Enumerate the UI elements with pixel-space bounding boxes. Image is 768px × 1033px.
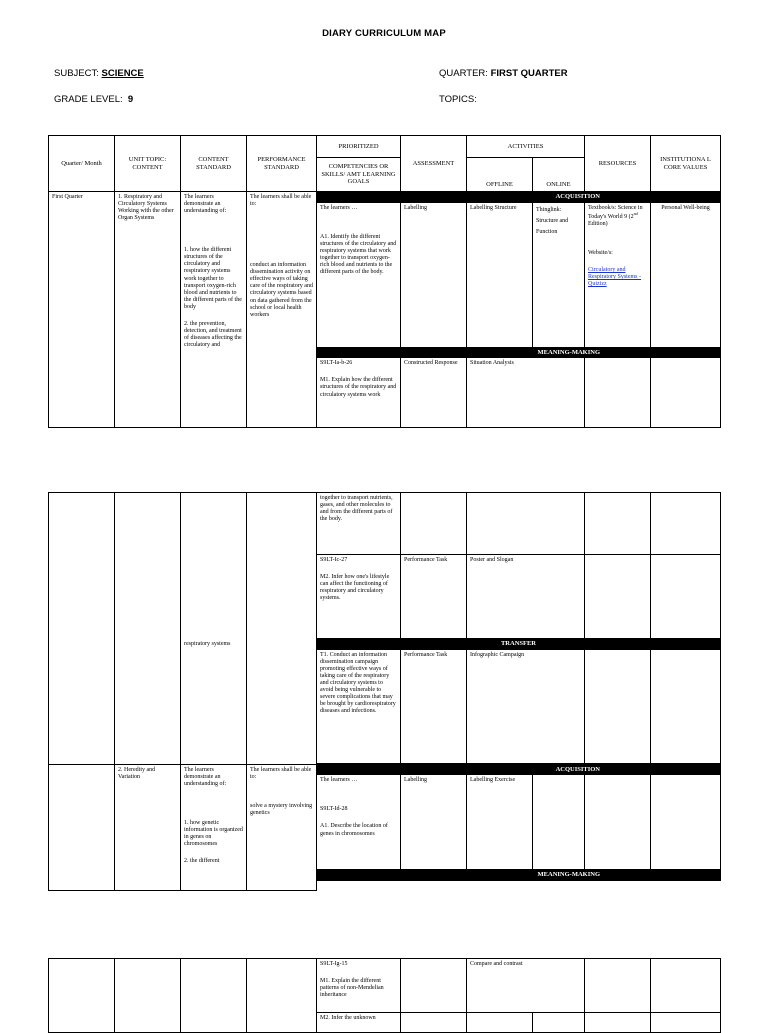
cell-empty-e [585,555,651,639]
cell-content-3 [181,959,247,1033]
competency-2-code: S9LT-Id-28 [320,806,348,813]
header-competencies: COMPETENCIES OR SKILLS/ AMT LEARNING GOALS [317,158,401,192]
cell-empty-g [585,649,651,763]
cell-resources-2 [585,775,651,870]
content-standard-tail: respiratory systems [184,641,231,647]
cell-offline-a: Labelling Structure [467,202,533,347]
cell-offline-3: Compare and contrast [467,959,585,1013]
cell-values-3 [651,959,721,1013]
competency-code: S9LT-Ia-b-26 [320,360,353,367]
band-acquisition: ACQUISITION [317,192,721,203]
cell-empty-resources-m1 [585,358,651,428]
content-standard-2-item-2: 2. the different [184,858,220,865]
content-standard-item-2: 2. the prevention, detection, and treatment of diseases affecting the circulatory and [184,320,242,349]
cell-content-cont [181,493,247,765]
cell-unit-topic: 1. Respiratory and Circulatory Systems Working with the other Organ Systems [115,192,181,428]
cell-values-3b [651,1013,721,1033]
competency-m1: M1. Explain how the different structures of the respiratory and circulatory systems work [320,377,397,398]
competency-3-code: S9LT-Ig-15 [320,961,348,967]
band-meaning-making: MEANING-MAKING [317,347,721,358]
cell-performance-cont [247,493,317,765]
cell-empty-d [651,493,721,555]
header-assessment: ASSESSMENT [401,136,467,192]
cell-values-2 [651,775,721,870]
cell-assessment-m2: Performance Task [401,555,467,639]
competency-intro: The learners … [320,204,358,211]
band-transfer: TRANSFER [317,639,721,650]
subject-field [54,68,144,79]
quarter-label: QUARTER: [439,68,488,79]
header-activities: ACTIVITIES [467,136,585,158]
competency-m2: M2. Infer how one's lifestyle can affect the functioning of respiratory and circulatory systems. [320,574,390,602]
header-quarter-month: Quarter/ Month [49,136,115,192]
content-standard-item-1: 1. how the different structures of the circulatory and respiratory systems work together to transport oxygen-rich blood and nutrients to the different parts of the body [184,247,242,310]
curriculum-table-part-3 [48,958,721,1033]
band-acquisition-2: ACQUISITION [317,764,721,775]
cell-assessment-a: Labelling [401,202,467,347]
curriculum-table-part-2 [48,492,721,891]
cell-competency-a [317,202,401,347]
cell-resources-3b [585,1013,651,1033]
header-content-standard: CONTENT STANDARD [181,136,247,192]
cell-assessment-t1: Performance Task [401,649,467,763]
topics-field [439,94,477,105]
competency-3-m1: M1. Explain the different patterns of non-Mendelian inheritance [320,978,384,999]
cell-empty-f [651,555,721,639]
cell-empty-values-m1 [651,358,721,428]
competency-code-27: S9LT-Ic-27 [320,557,348,563]
header-unit-topic: UNIT TOPIC: CONTENT [115,136,181,192]
cell-assessment-3b [401,1013,467,1033]
cell-trailing-spacer [317,880,721,890]
curriculum-table-part-1 [48,135,721,428]
cell-competency-3-m2: M2. Infer the unknown [317,1013,401,1033]
header-online: ONLINE [533,158,585,192]
header-offline: OFFLINE [467,158,533,192]
cell-resources-3 [585,959,651,1013]
subject-label: SUBJECT: [54,68,99,79]
band-meaning-making-2: MEANING-MAKING [317,870,721,881]
grade-label: GRADE LEVEL: [54,94,123,105]
cell-competency-t1: T1. Conduct an information dissemination campaign promoting effective ways of taking care of the respiratory and circulatory systems to avoid being vulnerable to severe complications that may be brought by cardiorespiratory diseases and infections. [317,649,401,763]
cell-competency-m1 [317,358,401,428]
cell-offline-m2: Poster and Slogan [467,555,585,639]
cell-competency-2 [317,775,401,870]
content-standard-2-intro: The learners demonstrate an understanding of: [184,766,227,787]
header-prioritized: PRIORITIZED [317,136,401,158]
performance-standard-text: conduct an information dissemination activity on effective ways of taking care of the respiratory and circulatory systems based on data gathered from the school or local health workers [250,262,313,318]
cell-assessment-2: Labelling [401,775,467,870]
cell-performance-3 [247,959,317,1033]
performance-standard-intro: The learners shall be able to: [250,194,312,208]
cell-offline-m1: Situation Analysis [467,358,585,428]
resources-edition: Edition) [588,220,608,227]
cell-empty-h [651,649,721,763]
resources-website-link[interactable]: Circulatory and Respiratory Systems - Quizizz [588,266,641,288]
topics-label: TOPICS: [439,94,477,105]
resources-superscript: nd [633,210,638,216]
header-resources: RESOURCES [585,136,651,192]
competency-a1: A1. Identify the different structures of the circulatory and respiratory systems that work together to transport oxygen-rich blood and nutrients to the different parts of the body. [320,233,397,276]
cell-assessment-m1: Constructed Response [401,358,467,428]
grade-field [54,94,133,105]
cell-resources [585,202,651,347]
cell-online-3b [533,1013,585,1033]
cell-performance-standard [247,192,317,428]
cell-empty-c [585,493,651,555]
content-standard-intro: The learners demonstrate an understanding of: [184,194,227,215]
grade-value: 9 [127,94,134,105]
resources-textbook: Textbook/s: Science in Today's World 9 (2 [588,204,643,220]
cell-quarter-2 [49,764,115,890]
resources-website-label: Website/s: [588,249,613,256]
cell-online-2 [533,775,585,870]
cell-unit-cont [115,493,181,765]
quarter-field [439,68,568,79]
cell-performance-standard-2 [247,764,317,890]
competency-2-a1: A1. Describe the location of genes in chromosomes [320,823,388,837]
cell-empty-b [467,493,585,555]
cell-online-a: Thinglink: Structure and Function [533,202,585,347]
cell-offline-t1: Infographic Campaign [467,649,585,763]
header-performance-standard: PERFORMANCE STANDARD [247,136,317,192]
document-title: DIARY CURRICULUM MAP [322,28,446,39]
content-standard-2-item-1: 1. how genetic information is organized in genes on chromosomes [184,819,243,848]
cell-unit-topic-2: 2. Heredity and Variation [115,764,181,890]
header-core-values: INSTITUTIONA L CORE VALUES [651,136,721,192]
competency-2-intro: The learners … [320,777,358,784]
cell-content-standard-2 [181,764,247,890]
cell-offline-2: Labelling Exercise [467,775,533,870]
cell-competency-m2 [317,555,401,639]
cell-quarter-cont [49,493,115,765]
cell-unit-3 [115,959,181,1033]
cell-quarter-3 [49,959,115,1033]
cell-assessment-3 [401,959,467,1013]
cell-core-value: Personal Well-being [651,202,721,347]
cell-quarter: First Quarter [49,192,115,428]
cell-empty-a [401,493,467,555]
cell-competency-tail: together to transport nutrients, gases, and other molecules to and from the different parts of the body. [317,493,401,555]
cell-offline-3b [467,1013,533,1033]
performance-standard-2-text: solve a mystery involving genetics [250,802,313,816]
quarter-value: FIRST QUARTER [490,68,568,79]
subject-value: SCIENCE [101,68,144,79]
cell-competency-3 [317,959,401,1013]
performance-standard-2-intro: The learners shall be able to: [250,766,312,780]
cell-content-standard [181,192,247,428]
